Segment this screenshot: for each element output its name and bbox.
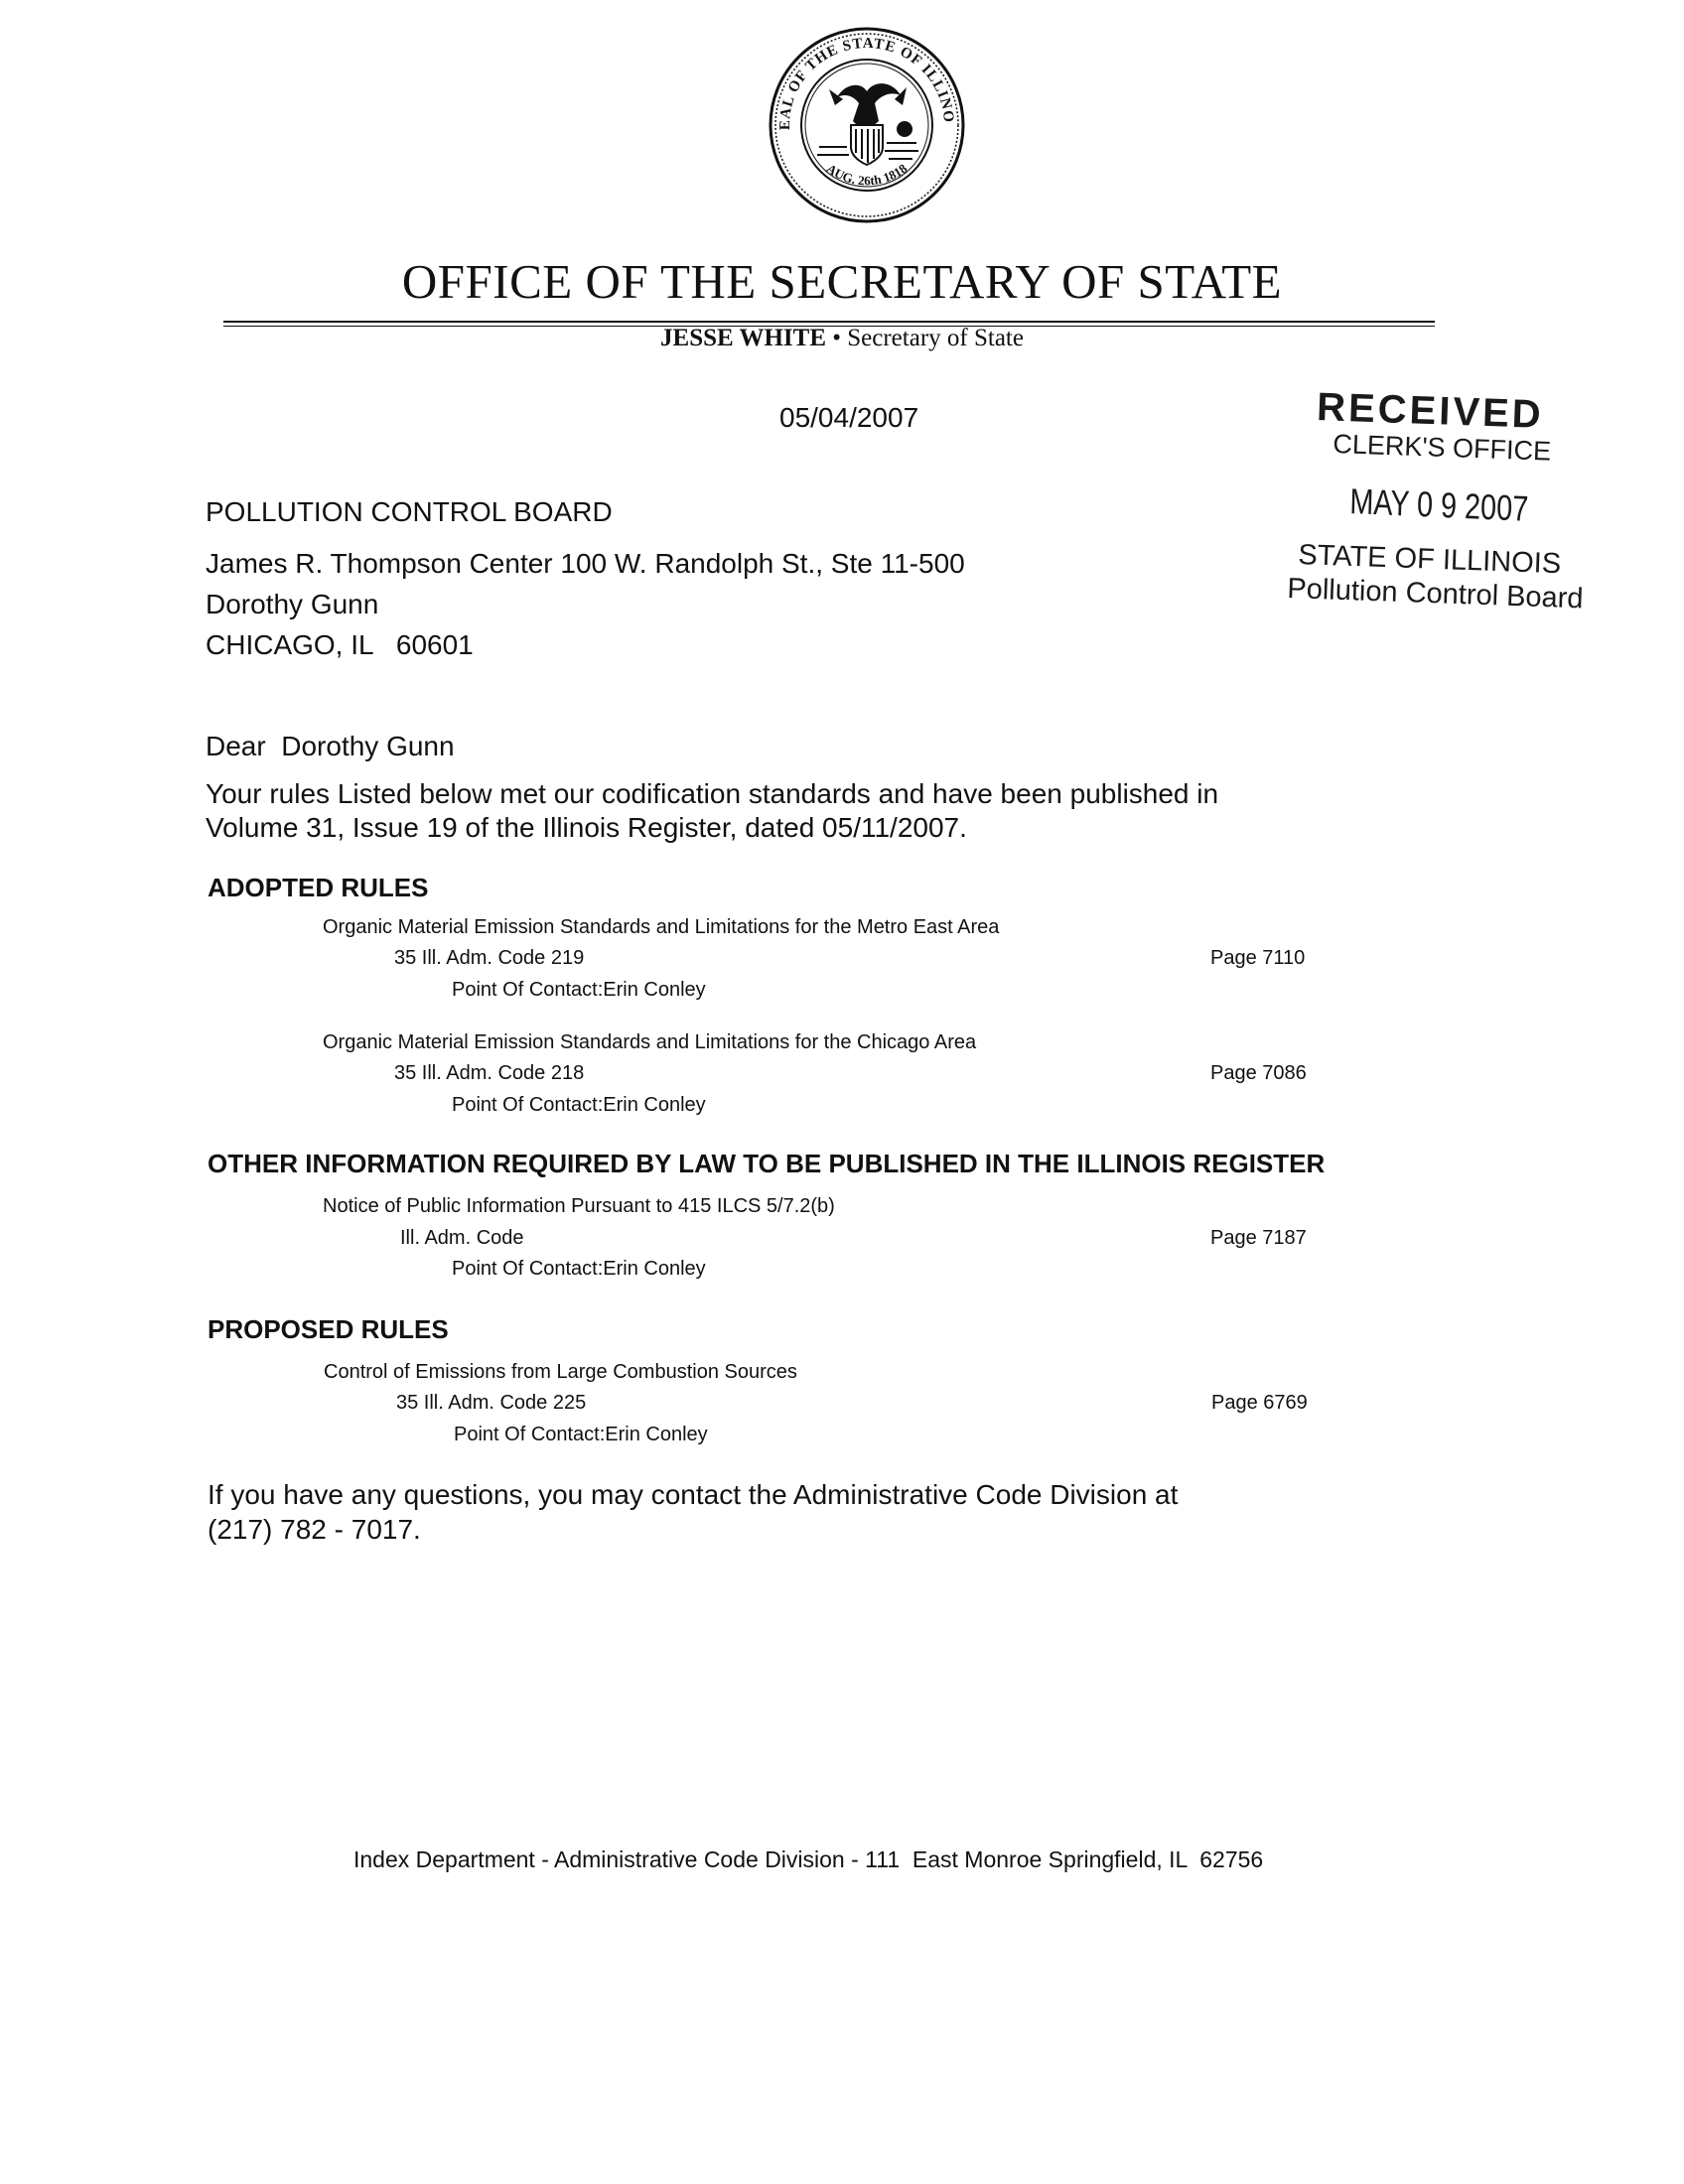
bullet-separator: • [832,325,842,351]
rule-title: Control of Emissions from Large Combustion Sources [324,1361,797,1383]
rule-page: Page 6769 [1211,1392,1308,1414]
received-stamp-date: MAY 0 9 2007 [1348,480,1529,529]
rule-title: Organic Material Emission Standards and Limitations for the Metro East Area [323,916,1000,938]
salutation: Dear Dorothy Gunn [206,731,455,761]
rule-title: Organic Material Emission Standards and Limitations for the Chicago Area [323,1031,977,1053]
recipient-attention: Dorothy Gunn [206,589,379,619]
received-stamp-board: Pollution Control Board [1286,573,1585,615]
rule-contact: Point Of Contact:Erin Conley [452,1258,706,1280]
svg-text:SEAL OF THE STATE OF ILLINOIS: EAL OF THE STATE OF ILLINO [776,35,957,131]
closing-paragraph-line: (217) 782 - 7017. [208,1514,421,1545]
rule-code: 35 Ill. Adm. Code 225 [396,1392,587,1414]
rule-page: Page 7086 [1210,1062,1307,1084]
state-seal-icon [768,26,966,224]
recipient-city-line: CHICAGO, IL 60601 [206,629,474,660]
secretary-name: JESSE WHITE [660,325,826,351]
section-heading-other-information: OTHER INFORMATION REQUIRED BY LAW TO BE PUBLISHED IN THE ILLINOIS REGISTER [208,1149,1326,1178]
footer-address: Index Department - Administrative Code Division - 111 East Monroe Springfield, IL 62756 [353,1846,1264,1872]
section-heading-adopted-rules: ADOPTED RULES [208,873,429,902]
intro-paragraph-line: Volume 31, Issue 19 of the Illinois Register, dated 05/11/2007. [206,812,967,843]
rule-code: 35 Ill. Adm. Code 219 [394,947,585,969]
recipient-address-line: James R. Thompson Center 100 W. Randolph St., Ste 11-500 [206,548,965,579]
received-stamp-title: RECEIVED [1316,385,1545,437]
received-stamp-state: STATE OF ILLINOIS [1297,539,1562,581]
rule-code: 35 Ill. Adm. Code 218 [394,1062,585,1084]
recipient-name: POLLUTION CONTROL BOARD [206,496,613,527]
office-title: OFFICE OF THE SECRETARY OF STATE [401,254,1283,309]
closing-paragraph-line: If you have any questions, you may contact the Administrative Code Division at [208,1479,1179,1510]
secretary-line [0,325,1684,352]
secretary-title: Secretary of State [847,325,1024,351]
rule-contact: Point Of Contact:Erin Conley [452,1094,706,1116]
rule-code: Ill. Adm. Code [400,1227,524,1249]
rule-page: Page 7110 [1210,947,1306,969]
intro-paragraph-line: Your rules Listed below met our codification standards and have been published in [206,778,1219,809]
svg-text:AUG. 26th 1818: AUG. 26th 1818 [823,160,911,189]
rule-contact: Point Of Contact:Erin Conley [454,1424,708,1445]
rule-contact: Point Of Contact:Erin Conley [452,979,706,1001]
section-heading-proposed-rules: PROPOSED RULES [208,1314,449,1344]
letter-date: 05/04/2007 [779,402,919,433]
header-divider [223,321,1435,323]
received-stamp-office: CLERK'S OFFICE [1332,429,1552,467]
rule-page: Page 7187 [1210,1227,1307,1249]
rule-title: Notice of Public Information Pursuant to 415 ILCS 5/7.2(b) [323,1195,835,1217]
